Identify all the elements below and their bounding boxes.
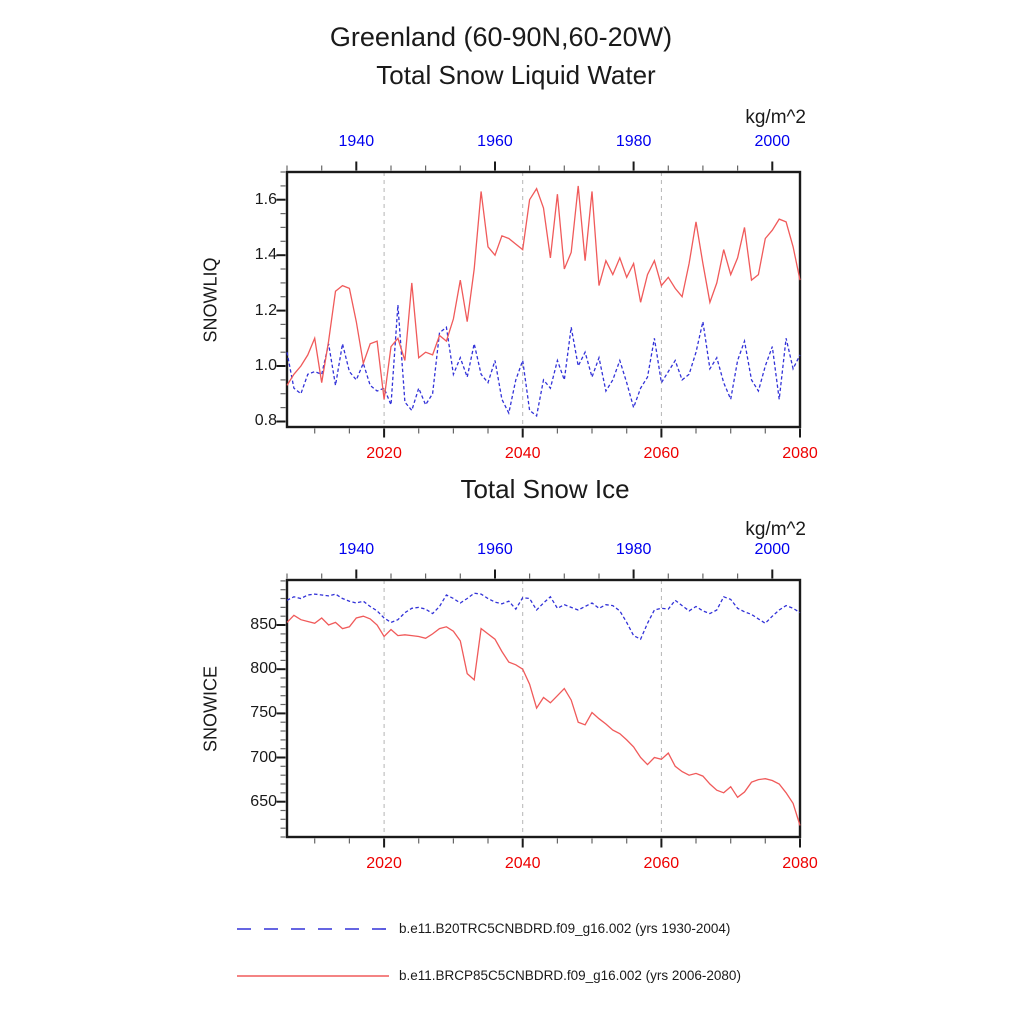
x-tick-label-bottom-2020: 2020 bbox=[366, 445, 402, 462]
x-tick-label-bottom-2080: 2080 bbox=[782, 855, 818, 872]
chart-svg-0 bbox=[272, 157, 815, 442]
chart2-y-axis-title: SNOWICE bbox=[200, 665, 221, 753]
x-tick-label-bottom-2020: 2020 bbox=[366, 855, 402, 872]
x-tick-label-bottom-2060: 2060 bbox=[643, 855, 680, 872]
x-tick-label-top-1960: 1960 bbox=[477, 541, 513, 558]
legend-label-rcp85: b.e11.BRCP85C5CNBDRD.f09_g16.002 (yrs 2006-2080) bbox=[399, 968, 741, 983]
y-tick-label-750: 750 bbox=[250, 704, 277, 722]
historical-dashed-line-swatch bbox=[236, 926, 391, 932]
x-tick-label-top-1940: 1940 bbox=[338, 133, 375, 150]
chart1-title: Total Snow Liquid Water bbox=[376, 60, 656, 90]
x-tick-label-top-1980: 1980 bbox=[615, 541, 652, 558]
chart1-plot-area bbox=[254, 133, 818, 462]
y-tick-label-650: 650 bbox=[250, 792, 277, 810]
x-tick-label-top-2000: 2000 bbox=[754, 541, 791, 558]
y-tick-label-850: 850 bbox=[250, 616, 277, 634]
y-tick-label-1.6: 1.6 bbox=[254, 190, 277, 208]
chart2-plot-area bbox=[250, 541, 818, 872]
x-tick-label-top-1960: 1960 bbox=[477, 133, 513, 150]
y-tick-label-700: 700 bbox=[250, 748, 277, 766]
y-tick-label-0.8: 0.8 bbox=[254, 412, 277, 430]
y-tick-label-1.2: 1.2 bbox=[254, 301, 277, 319]
chart1-units-label: kg/m^2 bbox=[745, 107, 806, 128]
x-tick-label-bottom-2040: 2040 bbox=[504, 855, 541, 872]
figure-title: Greenland (60-90N,60-20W) bbox=[329, 22, 673, 52]
x-tick-label-bottom-2040: 2040 bbox=[504, 445, 541, 462]
legend-label-historical: b.e11.B20TRC5CNBDRD.f09_g16.002 (yrs 1930-2004) bbox=[399, 921, 731, 936]
x-tick-label-top-1940: 1940 bbox=[338, 541, 375, 558]
x-tick-label-top-2000: 2000 bbox=[754, 133, 791, 150]
rcp85-solid-line-swatch bbox=[236, 973, 391, 979]
y-tick-label-1.0: 1.0 bbox=[254, 357, 277, 375]
x-tick-label-bottom-2060: 2060 bbox=[643, 445, 680, 462]
chart-svg-1 bbox=[272, 565, 815, 852]
x-tick-label-bottom-2080: 2080 bbox=[782, 445, 818, 462]
chart2-title: Total Snow Ice bbox=[460, 474, 630, 504]
chart1-y-axis-title: SNOWLIQ bbox=[200, 257, 221, 343]
y-tick-label-1.4: 1.4 bbox=[254, 246, 277, 264]
chart2-units-label: kg/m^2 bbox=[745, 519, 806, 540]
y-tick-label-800: 800 bbox=[250, 660, 277, 678]
x-tick-label-top-1980: 1980 bbox=[615, 133, 652, 150]
